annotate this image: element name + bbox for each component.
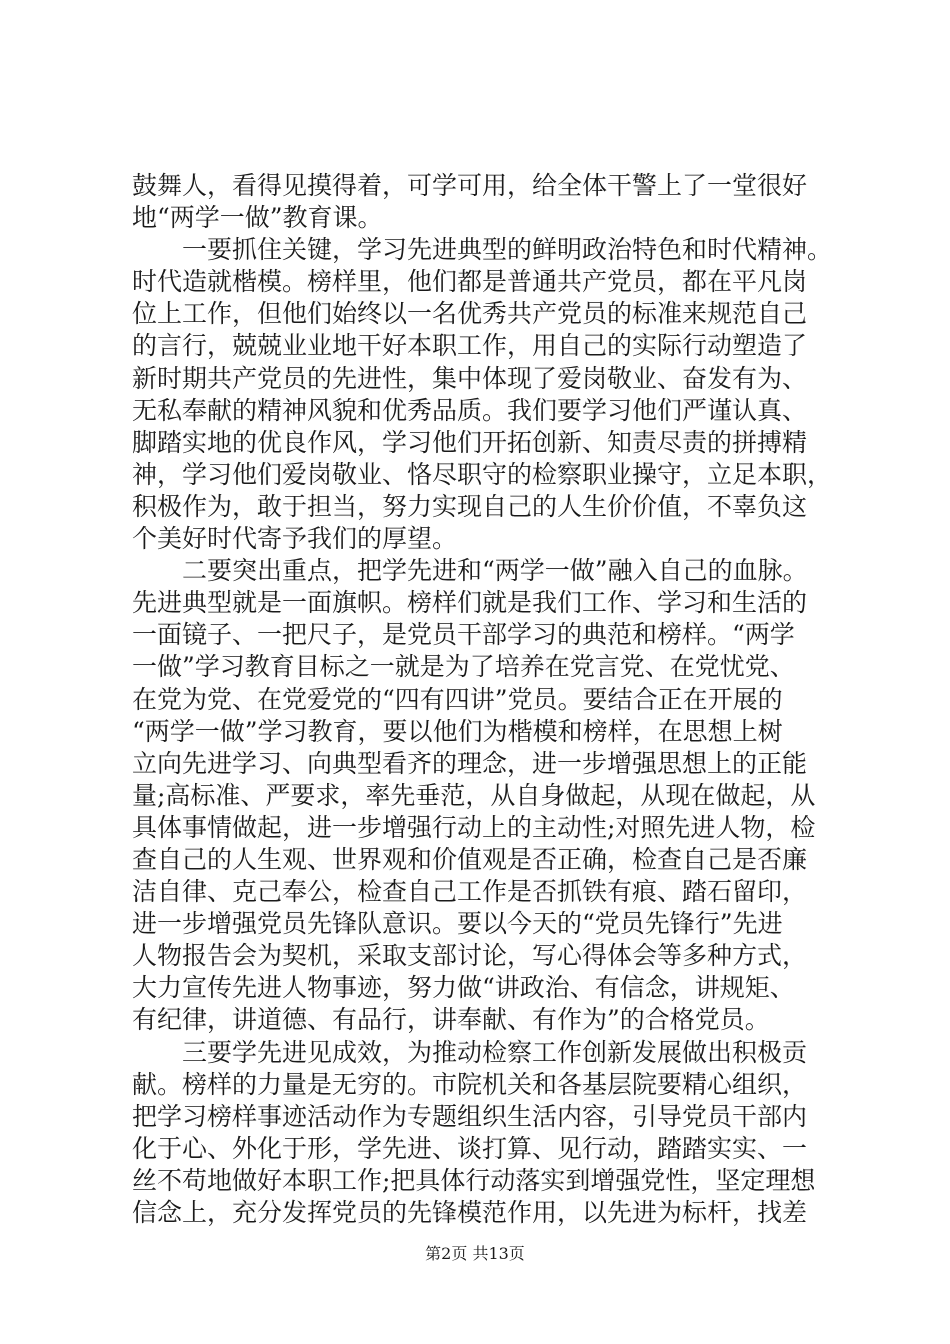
text-line: 有纪律，讲道德、有品行，讲奉献、有作为”的合格党员。 — [132, 1005, 770, 1035]
text-line: 积极作为，敢于担当，努力实现自己的人生价价值，不辜负这 — [132, 491, 808, 521]
text-line: 新时期共产党员的先进性，集中体现了爱岗敬业、奋发有为、 — [132, 363, 808, 393]
page-number: 第2页 共13页 — [425, 1244, 525, 1263]
text-line: 献。榜样的力量是无穷的。市院机关和各基层院要精心组织， — [132, 1069, 808, 1099]
text-line: 在党为党、在党爱党的“四有四讲”党员。要结合正在开展的 — [132, 684, 783, 714]
body-text — [132, 170, 832, 1229]
text-line: 个美好时代寄予我们的厚望。 — [132, 524, 458, 554]
text-line: 鼓舞人，看得见摸得着，可学可用，给全体干警上了一堂很好 — [132, 171, 808, 200]
text-line: 先进典型就是一面旗帜。榜样们就是我们工作、学习和生活的 — [132, 588, 808, 618]
text-line: 一做”学习教育目标之一就是为了培养在党言党、在党忧党、 — [132, 652, 795, 682]
text-line: 地“两学一做”教育课。 — [132, 203, 383, 233]
text-line: 无私奉献的精神风貌和优秀品质。我们要学习他们严谨认真、 — [132, 395, 808, 425]
text-line: 神，学习他们爱岗敬业、恪尽职守的检察职业操守，立足本职， — [132, 459, 833, 489]
text-line: 的言行，兢兢业业地干好本职工作，用自己的实际行动塑造了 — [132, 331, 808, 361]
text-line: “两学一做”学习教育，要以他们为楷模和榜样，在思想上树 — [132, 716, 783, 746]
text-line: 量;高标准、严要求，率先垂范，从自身做起，从现在做起，从 — [132, 780, 816, 810]
text-line: 化于心、外化于形，学先进、谈打算、见行动，踏踏实实、一 — [132, 1133, 808, 1163]
text-line: 信念上，充分发挥党员的先锋模范作用，以先进为标杆，找差 — [132, 1198, 808, 1227]
text-line: 二要突出重点，把学先进和“两学一做”融入自己的血脉。 — [132, 556, 808, 586]
text-line: 具体事情做起，进一步增强行动上的主动性;对照先进人物，检 — [132, 812, 816, 842]
text-line: 一要抓住关键，学习先进典型的鲜明政治特色和时代精神。 — [132, 235, 833, 265]
text-line: 人物报告会为契机，采取支部讨论，写心得体会等多种方式， — [132, 941, 808, 971]
text-line: 丝不苟地做好本职工作;把具体行动落实到增强党性，坚定理想 — [132, 1165, 816, 1195]
text-line: 一面镜子、一把尺子，是党员干部学习的典范和榜样。“两学 — [132, 620, 795, 650]
text-line: 脚踏实地的优良作风，学习他们开拓创新、知责尽责的拼搏精 — [132, 427, 808, 457]
text-line: 位上工作，但他们始终以一名优秀共产党员的标准来规范自己 — [132, 299, 808, 329]
text-line: 把学习榜样事迹活动作为专题组织生活内容，引导党员干部内 — [132, 1101, 808, 1131]
text-line: 三要学先进见成效，为推动检察工作创新发展做出积极贡 — [132, 1037, 808, 1067]
text-line: 时代造就楷模。榜样里，他们都是普通共产党员，都在平凡岗 — [132, 267, 808, 297]
text-line: 进一步增强党员先锋队意识。要以今天的“党员先锋行”先进 — [132, 909, 783, 939]
text-line: 立向先进学习、向典型看齐的理念，进一步增强思想上的正能 — [132, 748, 808, 778]
text-line: 洁自律、克己奉公，检查自己工作是否抓铁有痕、踏石留印， — [132, 877, 808, 907]
text-line: 大力宣传先进人物事迹，努力做“讲政治、有信念，讲规矩、 — [132, 973, 795, 1003]
text-line: 查自己的人生观、世界观和价值观是否正确，检查自己是否廉 — [132, 844, 808, 874]
